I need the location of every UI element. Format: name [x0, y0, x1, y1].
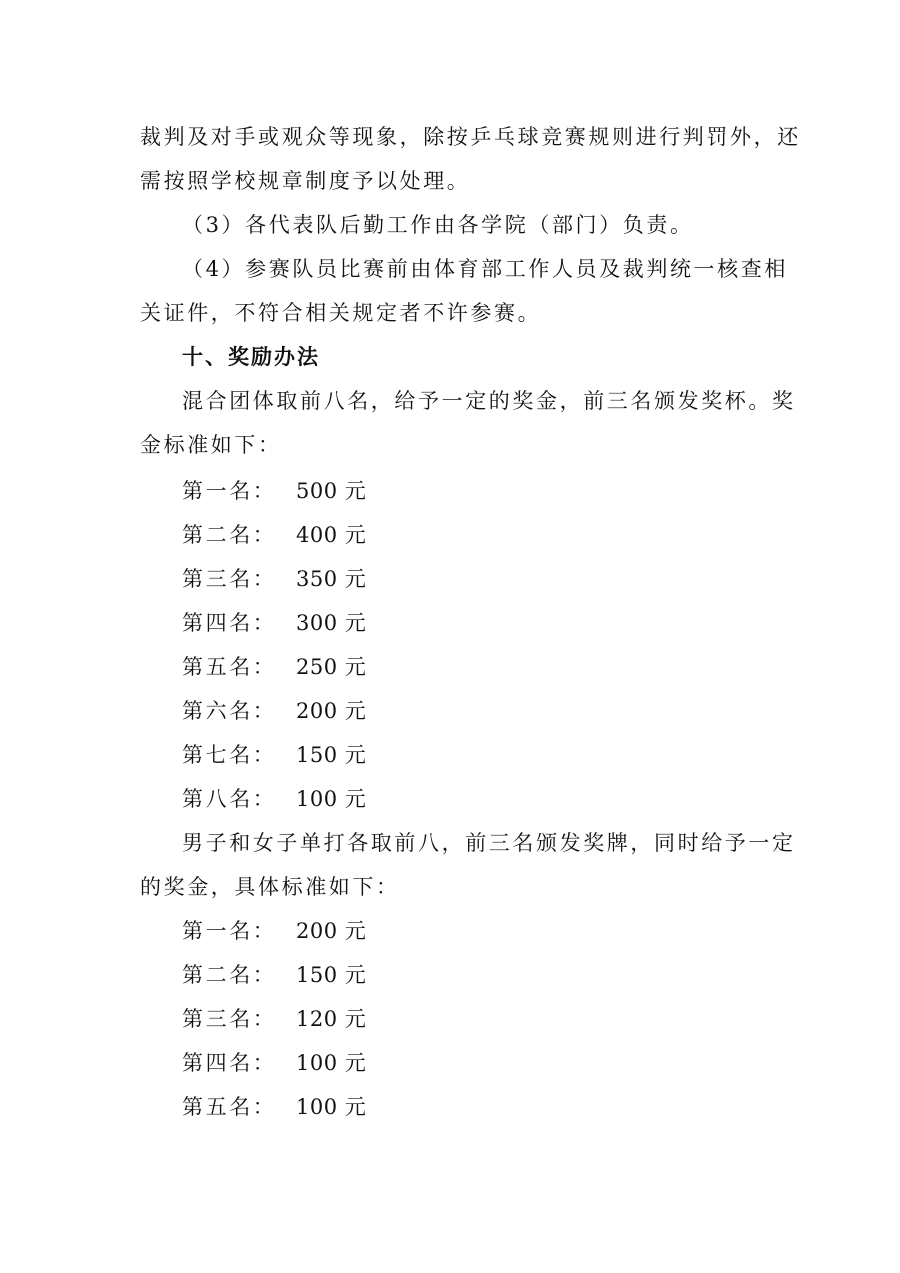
prize-amount: 150 元	[296, 743, 367, 767]
prize-rank: 第七名：	[182, 743, 277, 767]
paragraph-line: （4）参赛队员比赛前由体育部工作人员及裁判统一核查相	[182, 257, 788, 281]
prize-rank: 第三名：	[182, 567, 277, 591]
paragraph-line: （3）各代表队后勤工作由各学院（部门）负责。	[182, 213, 694, 237]
prize-amount: 400 元	[296, 523, 367, 547]
prize-row	[182, 784, 366, 814]
section-heading: 十、奖励办法	[182, 345, 320, 369]
prize-rank: 第四名：	[182, 611, 277, 635]
prize-row	[182, 916, 366, 946]
paragraph-line: 金标准如下：	[140, 433, 282, 457]
prize-amount: 200 元	[296, 699, 367, 723]
prize-row	[182, 608, 366, 638]
prize-amount: 120 元	[296, 1007, 367, 1031]
prize-rank: 第五名：	[182, 655, 277, 679]
prize-amount: 150 元	[296, 963, 367, 987]
prize-amount: 500 元	[296, 479, 367, 503]
prize-amount: 200 元	[296, 919, 367, 943]
prize-rank: 第六名：	[182, 699, 277, 723]
prize-rank: 第四名：	[182, 1051, 277, 1075]
prize-row	[182, 740, 366, 770]
prize-row	[182, 960, 366, 990]
paragraph-line: 关证件，不符合相关规定者不许参赛。	[140, 301, 542, 325]
prize-rank: 第八名：	[182, 787, 277, 811]
prize-row	[182, 696, 366, 726]
prize-row	[182, 652, 366, 682]
prize-row	[182, 564, 366, 594]
paragraph-line: 的奖金，具体标准如下：	[140, 875, 400, 899]
paragraph-line: 男子和女子单打各取前八，前三名颁发奖牌，同时给予一定	[182, 831, 796, 855]
prize-row	[182, 1004, 366, 1034]
prize-rank: 第一名：	[182, 919, 277, 943]
prize-row	[182, 476, 366, 506]
prize-amount: 100 元	[296, 1095, 367, 1119]
prize-row	[182, 1048, 366, 1078]
prize-rank: 第一名：	[182, 479, 277, 503]
paragraph-line: 需按照学校规章制度予以处理。	[140, 169, 471, 193]
prize-amount: 300 元	[296, 611, 367, 635]
prize-amount: 100 元	[296, 1051, 367, 1075]
prize-rank: 第二名：	[182, 523, 277, 547]
prize-rank: 第二名：	[182, 963, 277, 987]
paragraph-line: 混合团体取前八名，给予一定的奖金，前三名颁发奖杯。奖	[182, 389, 796, 413]
prize-rank: 第三名：	[182, 1007, 277, 1031]
prize-row	[182, 1092, 366, 1122]
prize-amount: 350 元	[296, 567, 367, 591]
prize-rank: 第五名：	[182, 1095, 277, 1119]
prize-amount: 250 元	[296, 655, 367, 679]
prize-row	[182, 520, 366, 550]
paragraph-line: 裁判及对手或观众等现象，除按乒乓球竞赛规则进行判罚外，还	[140, 125, 801, 149]
prize-amount: 100 元	[296, 787, 367, 811]
